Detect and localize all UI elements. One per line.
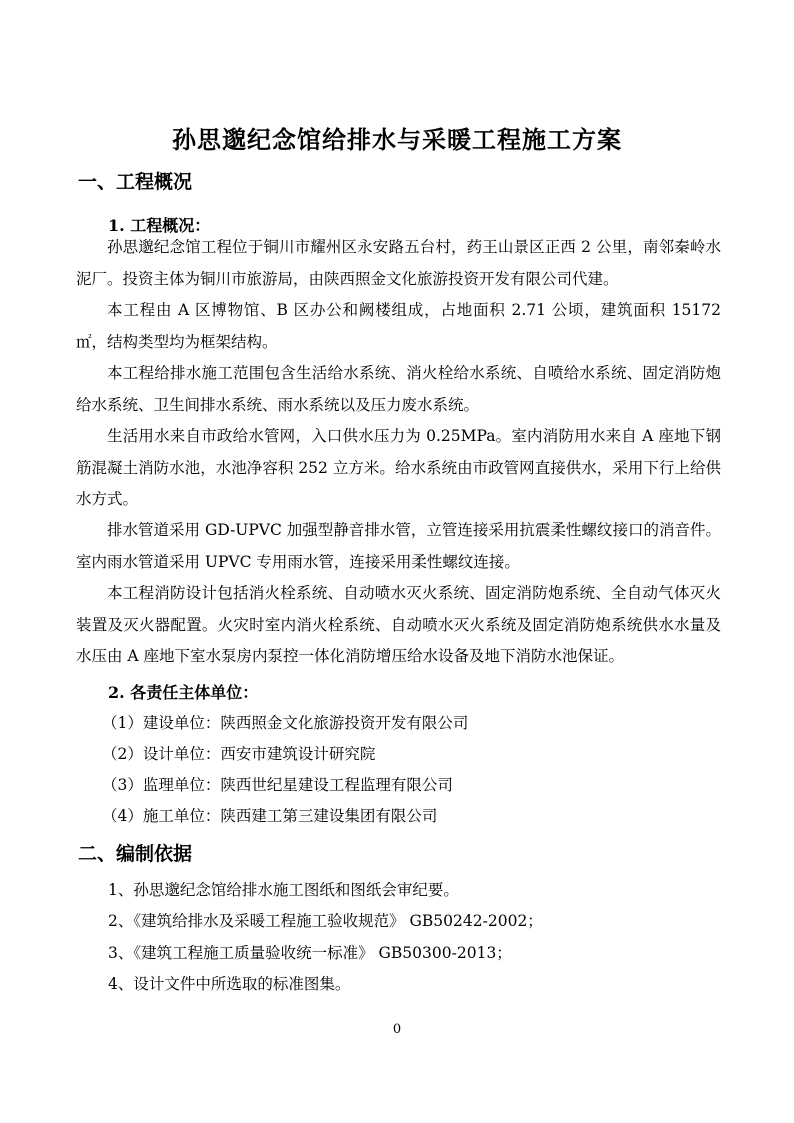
party-item-supervisor: （3）监理单位：陕西世纪星建设工程监理有限公司: [102, 776, 453, 794]
paragraph-location: 孙思邈纪念馆工程位于铜川市耀州区永安路五台村，药王山景区正西 2 公里，南邻秦岭水泥厂。投资主体为铜川市旅游局，由陕西照金文化旅游投资开发有限公司代建。: [76, 238, 721, 288]
basis-item: 3、《建筑工程施工质量验收统一标准》 GB50300-2013；: [108, 944, 512, 962]
paragraph-drainage: 排水管道采用 GD-UPVC 加强型静音排水管，立管连接采用抗震柔性螺纹接口的消音件。室内雨水管道采用 UPVC 专用雨水管，连接采用柔性螺纹连接。: [76, 521, 721, 571]
paragraph-scope: 本工程给排水施工范围包含生活给水系统、消火栓给水系统、自喷给水系统、固定消防炮给水系统、卫生间排水系统、雨水系统以及压力废水系统。: [76, 364, 721, 414]
subsection-heading-overview: 1. 工程概况：: [108, 216, 211, 235]
basis-item: 1、孙思邈纪念馆给排水施工图纸和图纸会审纪要。: [108, 881, 459, 899]
party-item-owner: （1）建设单位：陕西照金文化旅游投资开发有限公司: [102, 714, 469, 732]
document-title: 孙思邈纪念馆给排水与采暖工程施工方案: [172, 125, 622, 154]
subsection-heading-parties: 2. 各责任主体单位：: [108, 683, 259, 702]
page-number: 0: [392, 1022, 402, 1037]
party-item-contractor: （4）施工单位：陕西建工第三建设集团有限公司: [102, 807, 438, 825]
section-heading-overview: 一、工程概况: [78, 171, 193, 193]
paragraph-composition: 本工程由 A 区博物馆、B 区办公和阙楼组成，占地面积 2.71 公顷，建筑面积 15172㎡，结构类型均为框架结构。: [76, 301, 721, 351]
paragraph-fire-protection: 本工程消防设计包括消火栓系统、自动喷水灭火系统、固定消防炮系统、全自动气体灭火装置及灭火器配置。火灾时室内消火栓系统、自动喷水灭火系统及固定消防炮系统供水水量及水压由 A 座地下室水泵房内泵控一体化消防增压给水设备及地下消防水池保证。: [76, 584, 721, 665]
section-heading-basis: 二、编制依据: [78, 843, 193, 865]
basis-item: 4、设计文件中所选取的标准图集。: [108, 975, 351, 993]
party-item-designer: （2）设计单位：西安市建筑设计研究院: [102, 745, 376, 763]
paragraph-water-supply: 生活用水来自市政给水管网，入口供水压力为 0.25MPa。室内消防用水来自 A 座地下钢筋混凝土消防水池，水池净容积 252 立方米。给水系统由市政管网直接供水，采用下行上给供水方式。: [76, 427, 721, 508]
basis-item: 2、《建筑给排水及采暖工程施工验收规范》 GB50242-2002；: [108, 912, 543, 930]
